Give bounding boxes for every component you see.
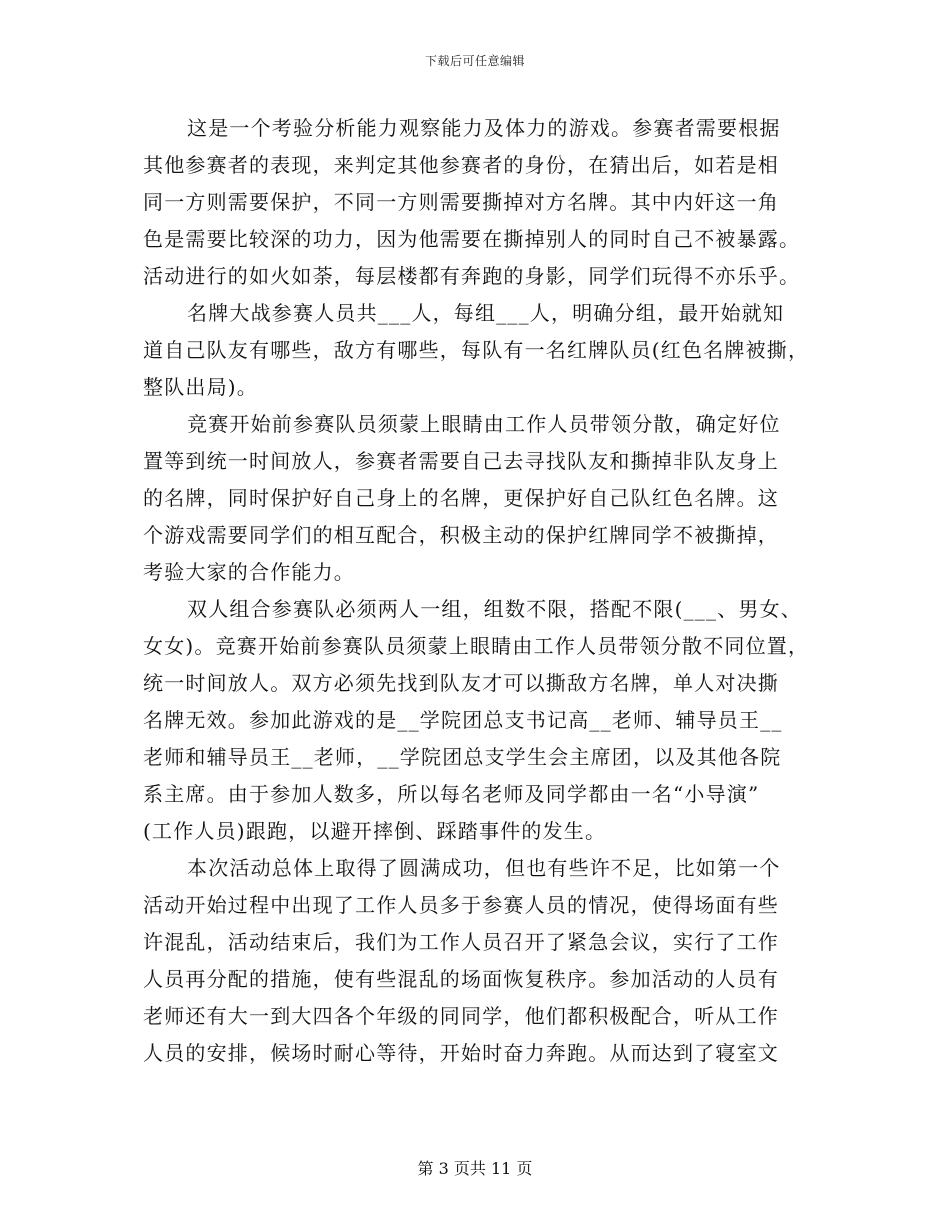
text-line: 道自己队友有哪些，敌方有哪些，每队有一名红牌队员(红色名牌被撕，	[143, 338, 810, 362]
paragraph-5	[143, 850, 803, 1072]
text-line: 竞赛开始前参赛队员须蒙上眼睛由工作人员带领分散，确定好位	[187, 412, 781, 436]
text-line: (工作人员)跟跑，以避开摔倒、踩踏事件的发生。	[143, 819, 607, 843]
text-line: 活动开始过程中出现了工作人员多于参赛人员的情况，使得场面有些	[143, 893, 779, 917]
text-line: 名牌无效。参加此游戏的是__学院团总支书记高__老师、辅导员王__	[143, 708, 783, 732]
document-body	[143, 110, 810, 1072]
page-number-footer: 第 3 页共 11 页	[417, 1159, 533, 1178]
text-line: 色是需要比较深的功力，因为他需要在撕掉别人的同时自己不被暴露。	[143, 227, 801, 251]
text-line: 活动进行的如火如荼，每层楼都有奔跑的身影，同学们玩得不亦乐乎。	[143, 264, 801, 288]
text-line: 整队出局)。	[143, 375, 259, 399]
paragraph-4	[143, 591, 810, 850]
text-line: 统一时间放人。双方必须先找到队友才可以撕敌方名牌，单人对决撕	[143, 671, 779, 695]
text-line: 系主席。由于参加人数多，所以每名老师及同学都由一名“小导演”	[143, 782, 760, 806]
text-line: 其他参赛者的表现，来判定其他参赛者的身份，在猜出后，如若是相	[143, 153, 779, 177]
page-header: 下载后可任意编辑	[424, 54, 525, 68]
text-line: 这是一个考验分析能力观察能力及体力的游戏。参赛者需要根据	[187, 116, 781, 140]
text-line: 人员的安排，候场时耐心等待，开始时奋力奔跑。从而达到了寝室文	[143, 1041, 779, 1065]
text-line: 个游戏需要同学们的相互配合，积极主动的保护红牌同学不被撕掉，	[143, 523, 779, 547]
text-line: 本次活动总体上取得了圆满成功，但也有些许不足，比如第一个	[187, 856, 781, 880]
paragraph-2	[143, 295, 810, 406]
text-line: 老师还有大一到大四各个年级的同同学，他们都积极配合，听从工作	[143, 1004, 779, 1028]
text-line: 同一方则需要保护，不同一方则需要撕掉对方名牌。其中内奸这一角	[143, 190, 779, 214]
text-line: 的名牌，同时保护好自己身上的名牌，更保护好自己队红色名牌。这	[143, 486, 779, 510]
text-line: 名牌大战参赛人员共___人，每组___人，明确分组，最开始就知	[187, 301, 785, 325]
paragraph-1	[143, 110, 803, 295]
text-line: 女女)。竞赛开始前参赛队员须蒙上眼睛由工作人员带领分散不同位置，	[143, 634, 810, 658]
paragraph-3	[143, 406, 803, 591]
text-line: 置等到统一时间放人，参赛者需要自己去寻找队友和撕掉非队友身上	[143, 449, 779, 473]
text-line: 考验大家的合作能力。	[143, 560, 355, 584]
text-line: 人员再分配的措施，使有些混乱的场面恢复秩序。参加活动的人员有	[143, 967, 779, 991]
text-line: 双人组合参赛队必须两人一组，组数不限，搭配不限(___、男女、	[187, 597, 803, 621]
text-line: 老师和辅导员王__老师，__学院团总支学生会主席团，以及其他各院	[143, 745, 782, 769]
text-line: 许混乱，活动结束后，我们为工作人员召开了紧急会议，实行了工作	[143, 930, 779, 954]
